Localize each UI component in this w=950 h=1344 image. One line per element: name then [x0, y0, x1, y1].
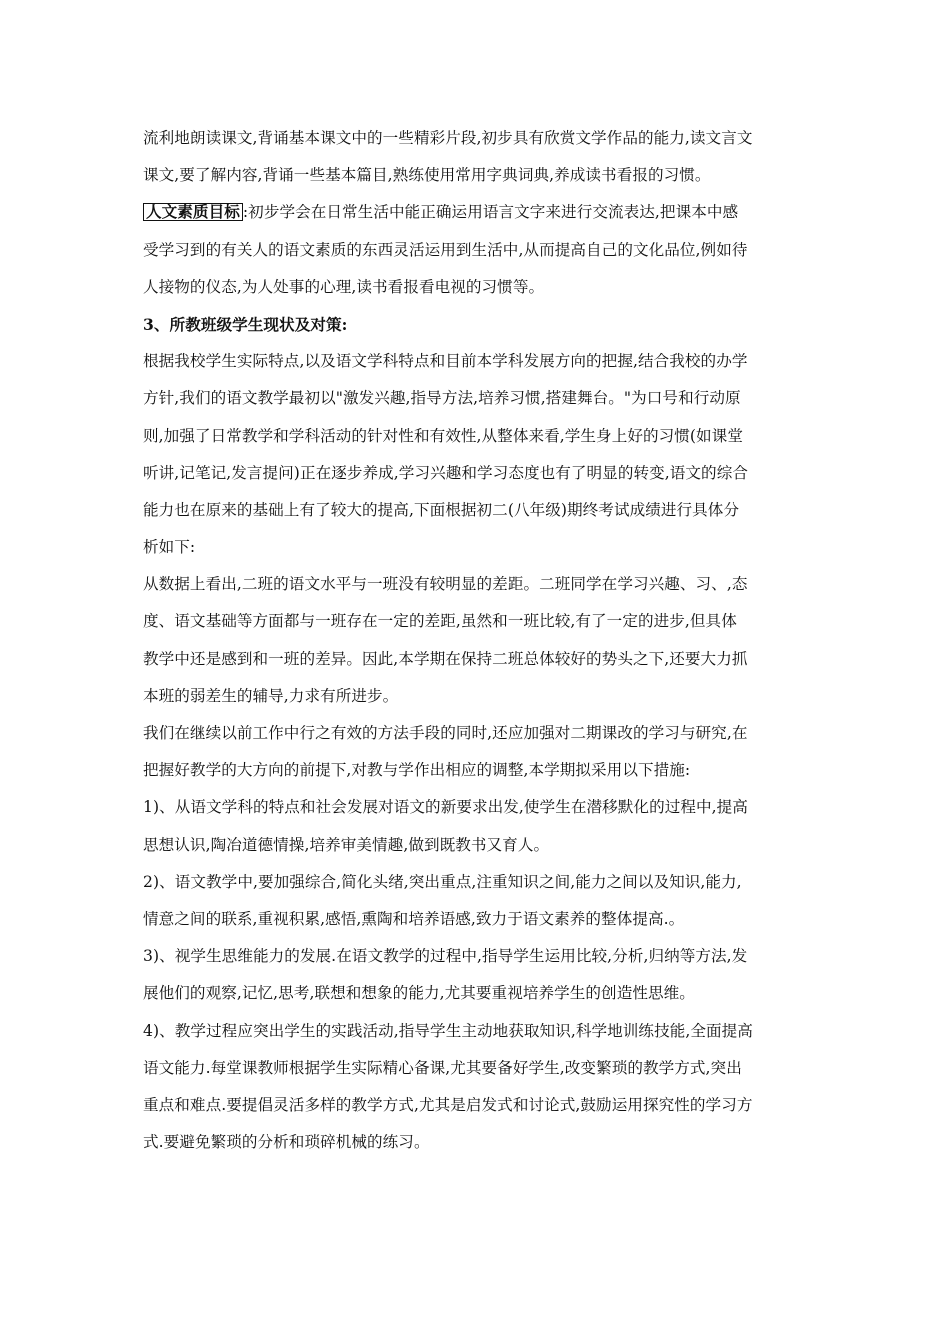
list-item-line: 3)、视学生思维能力的发展.在语文教学的过程中,指导学生运用比较,分析,归纳等方法,发 — [143, 947, 748, 966]
list-item-line: 情意之间的联系,重视积累,感悟,熏陶和培养语感,致力于语文素养的整体提高.。 — [143, 909, 685, 928]
paragraph-line: 课文,要了解内容,背诵一些基本篇目,熟练使用常用字典词典,养成读书看报的习惯。 — [143, 166, 711, 185]
list-item-line: 展他们的观察,记忆,思考,联想和想象的能力,尤其要重视培养学生的创造性思维。 — [143, 984, 695, 1003]
list-item-line: 4)、教学过程应突出学生的实践活动,指导学生主动地获取知识,科学地训练技能,全面提高 — [143, 1021, 753, 1040]
paragraph-line: 人接物的仪态,为人处事的心理,读书看报看电视的习惯等。 — [143, 277, 545, 296]
paragraph-line: 本班的弱差生的辅导,力求有所进步。 — [143, 686, 399, 705]
section-heading: 3、所教班级学生现状及对策: — [143, 314, 348, 334]
paragraph-line: 我们在继续以前工作中行之有效的方法手段的同时,还应加强对二期课改的学习与研究,在 — [143, 724, 748, 742]
paragraph-line: 则,加强了日常教学和学科活动的针对性和有效性,从整体来看,学生身上好的习惯(如课堂 — [143, 426, 743, 445]
paragraph-line: 方针,我们的语文教学最初以"激发兴趣,指导方法,培养习惯,搭建舞台。"为口号和行动原 — [143, 389, 741, 408]
humanities-goal-text: :初步学会在日常生活中能正确运用语言文字来进行交流表达,把课本中感 — [242, 203, 739, 222]
paragraph-line: 听讲,记笔记,发言提问)正在逐步养成,学习兴趣和学习态度也有了明显的转变,语文的综合 — [143, 463, 748, 482]
list-item-line: 思想认识,陶冶道德情操,培养审美情趣,做到既教书又育人。 — [143, 835, 550, 854]
paragraph-line: 教学中还是感到和一班的差异。因此,本学期在保持二班总体较好的势头之下,还要大力抓 — [143, 649, 748, 668]
paragraph-line: 流利地朗读课文,背诵基本课文中的一些精彩片段,初步具有欣赏文学作品的能力,读文言文 — [143, 129, 753, 147]
paragraph-line: 能力也在原来的基础上有了较大的提高,下面根据初二(八年级)期终考试成绩进行具体分 — [143, 500, 740, 519]
list-item-line: 2)、语文教学中,要加强综合,简化头绪,突出重点,注重知识之间,能力之间以及知识,能力, — [143, 872, 742, 891]
list-item-line: 语文能力.每堂课教师根据学生实际精心备课,尤其要备好学生,改变繁琐的教学方式,突出 — [143, 1058, 742, 1077]
paragraph-line: 析如下: — [143, 538, 196, 557]
humanities-goal-label: 人文素质目标 — [143, 203, 243, 221]
list-item-line: 1)、从语文学科的特点和社会发展对语文的新要求出发,使学生在潜移默化的过程中,提高 — [143, 798, 748, 817]
list-item-line: 重点和难点.要提倡灵活多样的教学方式,尤其是启发式和讨论式,鼓励运用探究性的学习方 — [143, 1095, 753, 1114]
paragraph-line: 根据我校学生实际特点,以及语文学科特点和目前本学科发展方向的把握,结合我校的办学 — [143, 352, 748, 371]
paragraph-line: 度、语文基础等方面都与一班存在一定的差距,虽然和一班比较,有了一定的进步,但具体 — [143, 612, 737, 631]
paragraph-line: 把握好教学的大方向的前提下,对教与学作出相应的调整,本学期拟采用以下措施: — [143, 761, 691, 780]
humanities-goal-line — [143, 194, 811, 231]
paragraph-line: 从数据上看出,二班的语文水平与一班没有较明显的差距。二班同学在学习兴趣、习、,态 — [143, 575, 748, 594]
document-body — [143, 120, 811, 1161]
paragraph-line: 受学习到的有关人的语文素质的东西灵活运用到生活中,从而提高自己的文化品位,例如待 — [143, 240, 748, 259]
list-item-line: 式.要避免繁琐的分析和琐碎机械的练习。 — [143, 1133, 430, 1152]
